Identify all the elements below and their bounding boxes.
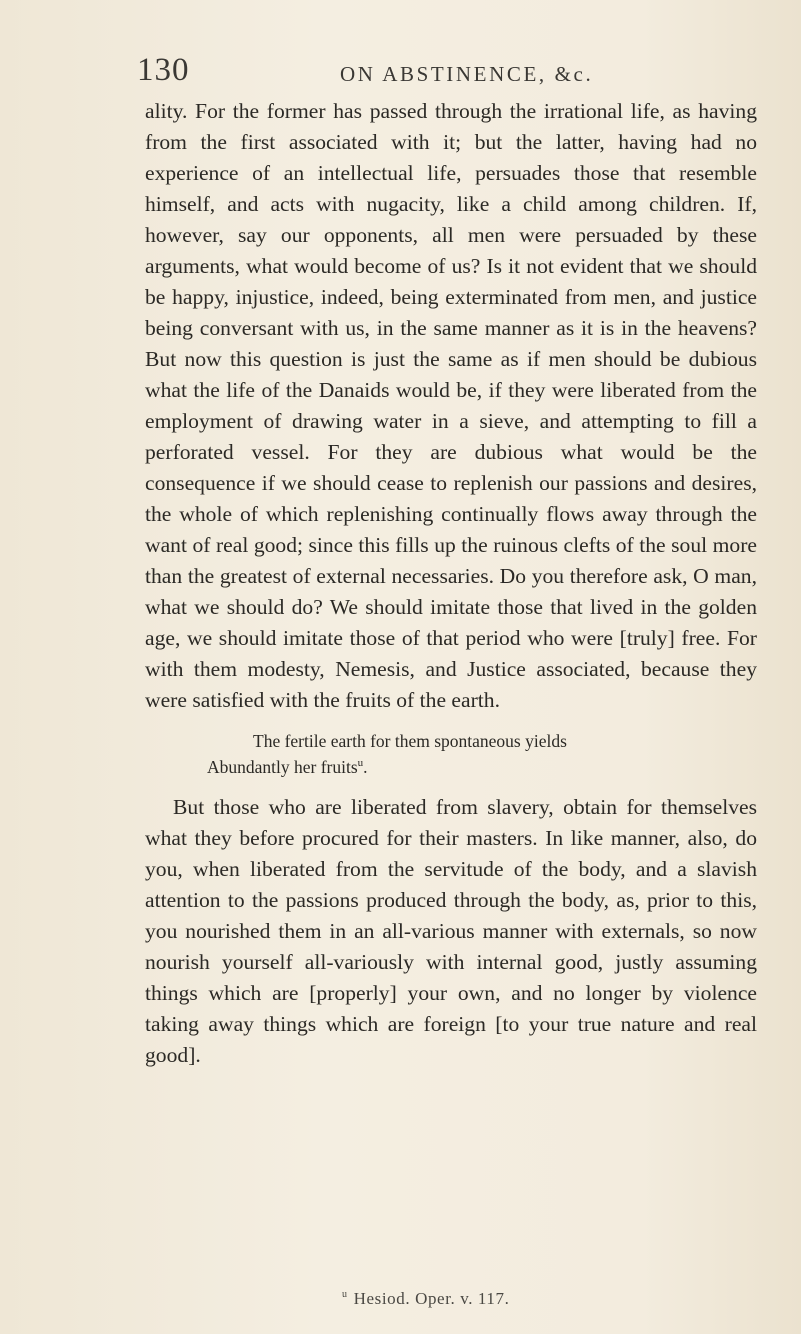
verse-line-1: The fertile earth for them spontaneous yields: [253, 731, 567, 751]
verse-line-2-text: Abundantly her fruits: [207, 757, 358, 777]
page-header: [137, 52, 737, 92]
footnote-text: Hesiod. Oper. v. 117.: [353, 1289, 510, 1308]
page-number: 130: [137, 52, 190, 88]
paragraph-2: But those who are liberated from slavery, obtain for themselves what they before procured for their masters. In like manner, also, do you, when liberated from the servitude of the body, and a slavish attention to the passions produced through the body, as, prior to this, you nourished them in an all-various manner with externals, so now nourish yourself all-variously with internal good, justly assuming things which are [properly] your own, and no longer by violence taking away things which are foreign [to your true nature and real good].: [145, 795, 757, 1067]
running-head: ON ABSTINENCE, &c.: [340, 62, 594, 86]
footnote: [342, 1289, 509, 1309]
verse-quotation: [145, 728, 757, 780]
paragraph-1: ality. For the former has passed through the irrational life, as having from the first associated with it; but the latter, having had no experience of an intellectual life, persuades those that resemble himself, and acts with nugacity, like a child among children. If, however, say our opponents, all men were persuaded by these arguments, what would become of us? Is it not evident that we should be happy, injustice, indeed, being exterminated from men, and justice being conversant with us, in the same manner as it is in the heavens? But now this question is just the same as if men should be dubious what the life of the Danaids would be, if they were liberated from the employment of drawing water in a sieve, and attempting to fill a perforated vessel. For they are dubious what would be the consequence if we should cease to replenish our passions and desires, the whole of which replenishing continually flows away through the want of real good; since this fills up the ruinous clefts of the soul more than the greatest of external necessaries. Do you therefore ask, O man, what we should do? We should imitate those that lived in the golden age, we should imitate those of that period who were [truly] free. For with them modesty, Nemesis, and Justice associated, because they were satisfied with the fruits of the earth.: [145, 99, 757, 712]
verse-line-2: Abundantly her fruits$^u$.: [207, 757, 368, 777]
footnote-mark: u: [342, 1289, 348, 1301]
body-text: [145, 96, 757, 1071]
footnote-reference: u: [357, 757, 364, 770]
